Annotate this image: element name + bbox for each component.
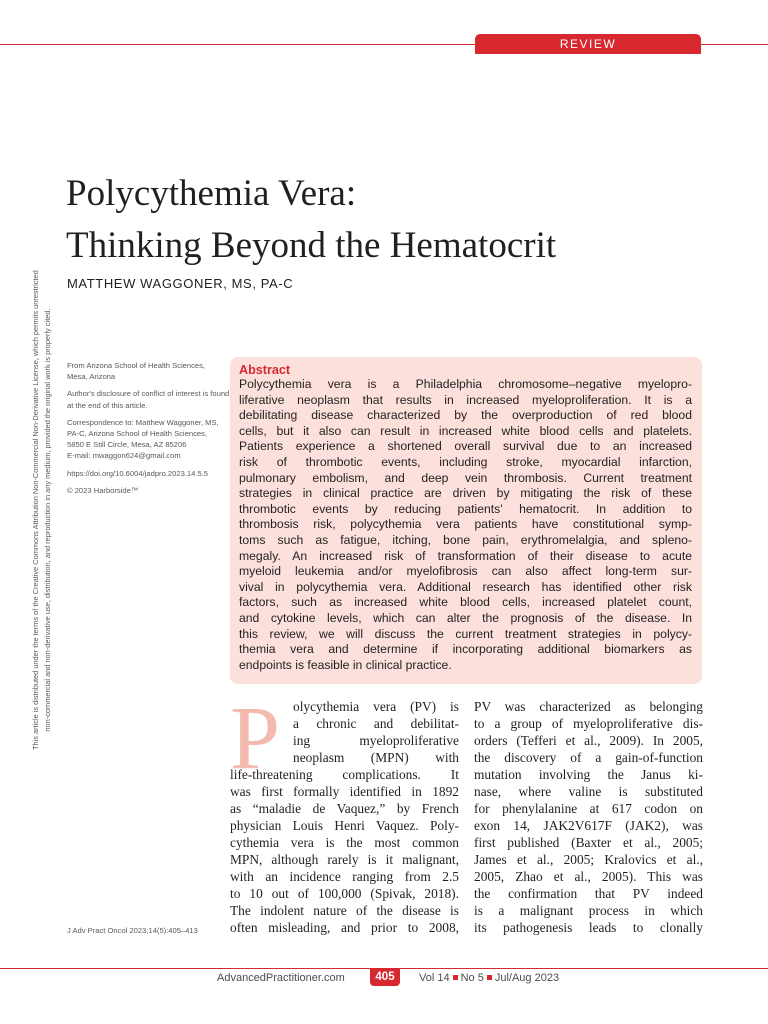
- square-bullet-icon: [453, 975, 458, 980]
- affiliation-line: Mesa, Arizona: [67, 372, 116, 382]
- body-line: orders (Tefferi et al., 2009). In 2005,: [474, 733, 703, 748]
- doi-link[interactable]: https://doi.org/10.6004/jadpro.2023.14.5.5: [67, 468, 209, 478]
- correspondence-line: Correspondence to: Matthew Waggoner, MS,: [67, 417, 219, 427]
- body-line: to a group of myeloproliferative dis-: [474, 716, 703, 731]
- body-line: MPN, although rarely is it malignant,: [230, 852, 459, 867]
- affiliation-line: From Arizona School of Health Sciences,: [67, 361, 206, 370]
- abstract-line: toms such as fatigue, itching, bone pain, erythromelalgia, and spleno-: [239, 532, 692, 547]
- disclosure-line: at the end of this article.: [67, 400, 148, 410]
- drop-cap: P: [230, 689, 281, 788]
- footer-date: Jul/Aug 2023: [494, 972, 560, 984]
- abstract-line: liferative neoplasm that results in increased myeloproliferation. It is a: [239, 392, 692, 407]
- abstract-line: thrombosis risk, polycythemia vera patients have constitutional symp-: [239, 517, 692, 532]
- body-line: nase, where valine is substituted: [474, 784, 703, 799]
- body-line: to 10 out of 100,000 (Spivak, 2018).: [230, 886, 459, 901]
- body-column-1: [230, 698, 459, 936]
- abstract-line: strategies in clinical practice are driven by mitigating the risk of these: [239, 486, 692, 501]
- square-bullet-icon: [487, 975, 492, 980]
- abstract-line: Polycythemia vera is a Philadelphia chromosome–negative myelopro-: [239, 377, 692, 391]
- abstract-line: debilitating disease characterized by the overproduction of red blood: [239, 408, 692, 423]
- abstract-line: this review, we will discuss the current treatment strategies in polycy-: [239, 626, 692, 641]
- body-line: olycythemia vera (PV) is: [293, 699, 459, 714]
- body-line: for phenylalanine at 617 codon on: [474, 801, 703, 816]
- abstract-line: and cytokine levels, which can alter the prognosis of the disease. In: [239, 610, 692, 625]
- body-line: exon 14, JAK2V617F (JAK2), was: [474, 818, 703, 833]
- affiliation: [67, 360, 227, 382]
- abstract-line: thrombotic events by reducing patients' hematocrit. In addition to: [239, 501, 692, 516]
- body-line: as “maladie de Vaquez,” by French: [230, 801, 459, 816]
- doi-block: [67, 468, 227, 479]
- body-line: life-threatening complications. It: [230, 767, 459, 782]
- section-label: REVIEW: [475, 34, 701, 54]
- abstract-heading: Abstract: [239, 363, 291, 377]
- disclosure-line: Author's disclosure of conflict of interest is found: [67, 389, 230, 399]
- abstract-line: endpoints is feasible in clinical practice.: [239, 657, 452, 672]
- article-title-line: Polycythemia Vera:: [66, 173, 357, 214]
- abstract-line: factors, such as increased white blood cells, increased platelet count,: [239, 595, 692, 610]
- body-line: neoplasm (MPN) with: [293, 750, 459, 765]
- body-line: its pathogenesis leads to clonally: [474, 920, 703, 935]
- correspondence-line: PA-C, Arizona School of Health Sciences,: [67, 429, 207, 439]
- abstract-line: Patients experience a shortened overall survival due to an increased: [239, 439, 692, 454]
- body-column-2: [474, 698, 703, 936]
- article-metadata: [67, 360, 230, 502]
- license-notice-line: non-commercial and non-derivative use, distribution, and reproduction in any medium, provided the original work is properly cited.: [43, 308, 52, 732]
- body-line: the discovery of a gain-of-function: [474, 750, 703, 765]
- author-byline: MATTHEW WAGGONER, MS, PA-C: [67, 276, 294, 291]
- body-line: ing myeloproliferative: [293, 733, 459, 748]
- license-notice-line: This article is distributed under the terms of the Creative Commons Attribution Non-Commercial Non-Derivative License, which permits unrestricted: [31, 270, 40, 750]
- body-line: was first formally identified in 1892: [230, 784, 459, 799]
- correspondence: [67, 417, 227, 462]
- body-line: PV was characterized as belonging: [474, 699, 703, 714]
- abstract-line: megaly. An increased risk of transformation of their disease to acute: [239, 548, 692, 563]
- body-line: with an incidence ranging from 2.5: [230, 869, 459, 884]
- abstract-line: risk of thrombotic events, including stroke, myocardial infarction,: [239, 454, 692, 469]
- abstract-line: pulmonary embolism, and deep vein thrombosis. Current treatment: [239, 470, 692, 485]
- license-notice: [30, 270, 60, 750]
- correspondence-line: 5850 E Still Circle, Mesa, AZ 85206: [67, 440, 187, 450]
- abstract-text: [239, 377, 692, 673]
- copyright-block: [67, 485, 227, 496]
- copyright-notice: © 2023 Harborside™: [67, 485, 139, 495]
- article-title-line: Thinking Beyond the Hematocrit: [66, 225, 557, 266]
- body-line: first published (Baxter et al., 2005;: [474, 835, 703, 850]
- footer-issue-info: [419, 971, 559, 985]
- body-line: the confirmation that PV indeed: [474, 886, 703, 901]
- body-line: physician Louis Henri Vaquez. Poly-: [230, 818, 459, 833]
- abstract-line: myeloid leukemia and/or myelofibrosis can also affect long-term sur-: [239, 564, 692, 579]
- abstract-line: themia vera and determine if incorporating additional biomarkers as: [239, 642, 692, 657]
- footer-number: No 5: [460, 972, 484, 984]
- article-title: [66, 168, 706, 272]
- body-line: 2005, Zhao et al., 2005). This was: [474, 869, 703, 884]
- abstract-box: [230, 357, 702, 684]
- abstract-line: cells, but it also can result in increased white blood cells and platelets.: [239, 423, 692, 438]
- body-line: is a malignant process in which: [474, 903, 703, 918]
- footer-site-link[interactable]: AdvancedPractitioner.com: [217, 972, 345, 984]
- body-line: often misleading, and prior to 2008,: [230, 920, 459, 935]
- journal-citation: J Adv Pract Oncol 2023;14(5):405–413: [67, 926, 198, 935]
- body-line: James et al., 2005; Kralovics et al.,: [474, 852, 703, 867]
- body-line: cythemia vera is the most common: [230, 835, 459, 850]
- email-link[interactable]: E-mail: mwaggon624@gmail.com: [67, 451, 181, 461]
- body-line: mutation involving the Janus ki-: [474, 767, 703, 782]
- abstract-line: vival in polycythemia vera. Additional research has identified other risk: [239, 579, 692, 594]
- disclosure-note: [67, 388, 230, 410]
- body-line: The indolent nature of the disease is: [230, 903, 459, 918]
- footer-volume: Vol 14: [419, 972, 450, 984]
- page-number: 405: [370, 969, 400, 986]
- body-line: a chronic and debilitat-: [293, 716, 459, 731]
